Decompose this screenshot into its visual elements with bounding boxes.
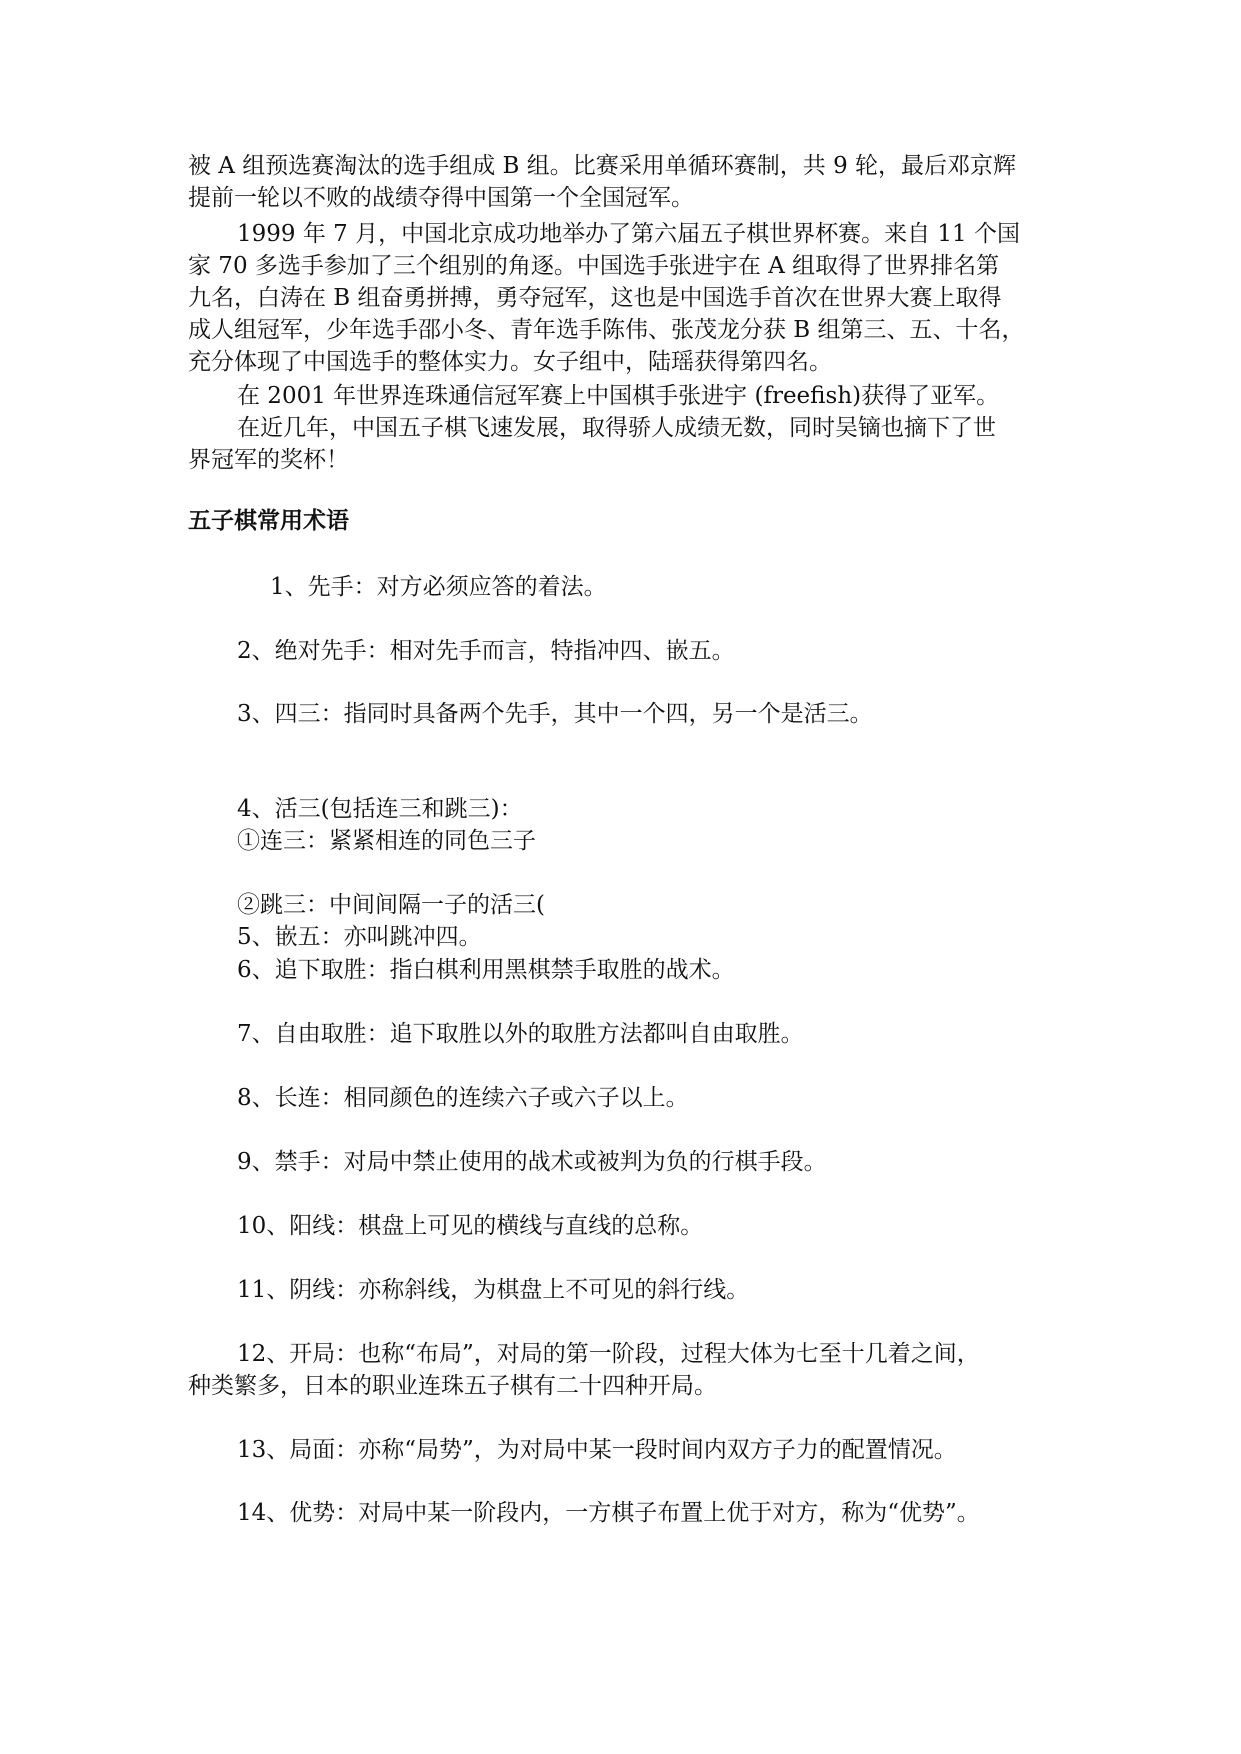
term-item: 7、自由取胜：追下取胜以外的取胜方法都叫自由取胜。 [237, 1021, 804, 1047]
term-item: 2、绝对先手：相对先手而言，特指冲四、嵌五。 [237, 638, 735, 664]
term-item: 4、活三(包括连三和跳三)： [237, 796, 523, 822]
paragraph-line: 提前一轮以不败的战绩夺得中国第一个全国冠军。 [188, 185, 694, 211]
term-item: 13、局面：亦称“局势”，为对局中某一段时间内双方子力的配置情况。 [237, 1437, 957, 1463]
term-item: 11、阴线：亦称斜线，为棋盘上不可见的斜行线。 [237, 1277, 750, 1303]
term-item: 10、阳线：棋盘上可见的横线与直线的总称。 [237, 1213, 704, 1239]
section-title: 五子棋常用术语 [188, 507, 349, 534]
paragraph-line: 在 2001 年世界连珠通信冠军赛上中国棋手张进宇 (freefish)获得了亚军。 [237, 383, 1000, 409]
paragraph-line: 成人组冠军，少年选手邵小冬、青年选手陈伟、张茂龙分获 B 组第三、五、十名， [188, 317, 1025, 343]
term-item: 1、先手：对方必须应答的着法。 [270, 574, 607, 600]
paragraph-line: 在近几年，中国五子棋飞速发展，取得骄人成绩无数，同时吴镝也摘下了世 [237, 415, 996, 441]
paragraph-line: 界冠军的奖杯！ [188, 447, 349, 473]
term-item: 8、长连：相同颜色的连续六子或六子以上。 [237, 1085, 689, 1111]
term-item: 5、嵌五：亦叫跳冲四。 [237, 924, 482, 950]
term-item: ①连三：紧紧相连的同色三子 [237, 828, 536, 854]
paragraph-line: 九名，白涛在 B 组奋勇拼搏，勇夺冠军，这也是中国选手首次在世界大赛上取得 [188, 285, 1002, 311]
term-item: 6、追下取胜：指白棋利用黑棋禁手取胜的战术。 [237, 957, 735, 983]
term-item: 种类繁多，日本的职业连珠五子棋有二十四种开局。 [188, 1373, 717, 1399]
term-item: ②跳三：中间间隔一子的活三( [237, 892, 545, 918]
paragraph-line: 家 70 多选手参加了三个组别的角逐。中国选手张进宇在 A 组取得了世界排名第 [188, 253, 1000, 279]
term-item: 14、优势：对局中某一阶段内，一方棋子布置上优于对方，称为“优势”。 [237, 1500, 980, 1526]
paragraph-line: 1999 年 7 月，中国北京成功地举办了第六届五子棋世界杯赛。来自 11 个国 [237, 221, 1020, 247]
paragraph-line: 被 A 组预选赛淘汰的选手组成 B 组。比赛采用单循环赛制，共 9 轮，最后邓京辉 [188, 153, 1017, 179]
term-item: 3、四三：指同时具备两个先手，其中一个四，另一个是活三。 [237, 701, 873, 727]
term-item: 12、开局：也称“布局”，对局的第一阶段，过程大体为七至十几着之间， [237, 1341, 980, 1367]
paragraph-line: 充分体现了中国选手的整体实力。女子组中，陆瑶获得第四名。 [188, 349, 832, 375]
term-item: 9、禁手：对局中禁止使用的战术或被判为负的行棋手段。 [237, 1149, 827, 1175]
